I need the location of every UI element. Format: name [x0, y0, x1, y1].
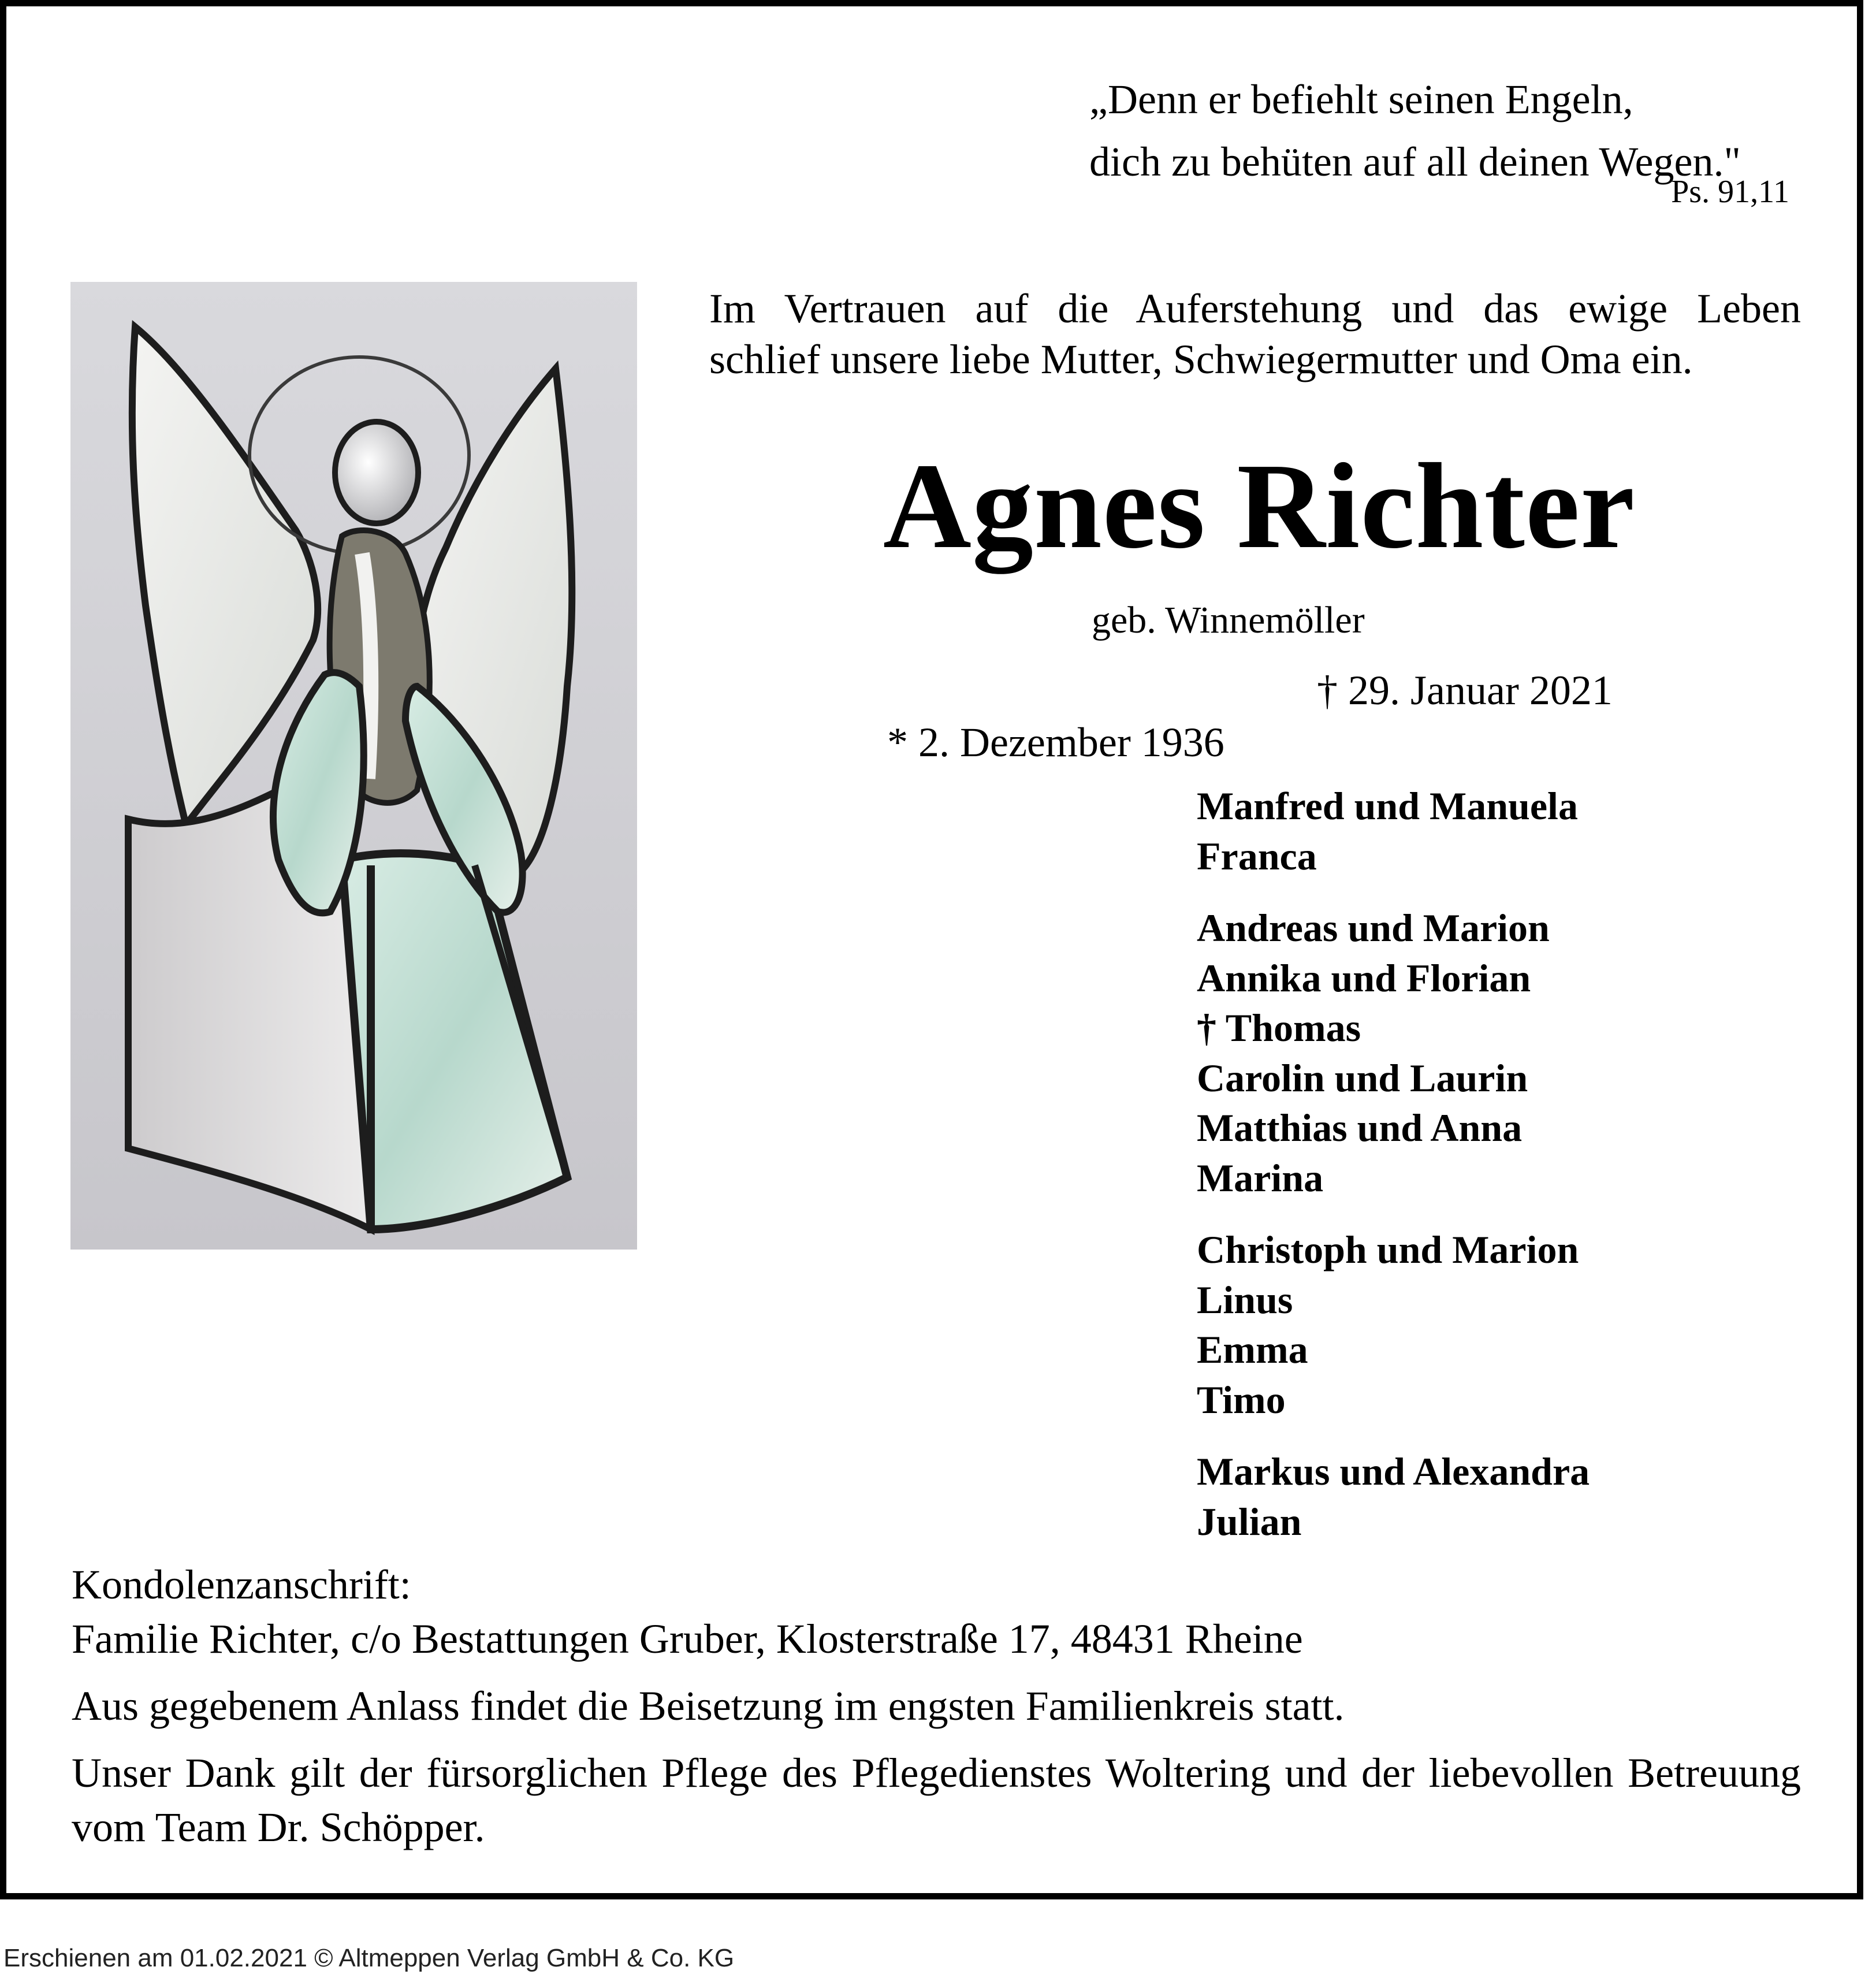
publication-footer: Erschienen am 01.02.2021 © Altmeppen Verlag GmbH & Co. KG	[3, 1944, 735, 1972]
mourner-line: Timo	[1197, 1377, 1286, 1422]
mourner-line: Andreas und Marion	[1197, 906, 1550, 950]
condolence-label: Kondolenzanschrift:	[72, 1561, 411, 1608]
mourner-line: Manfred und Manuela	[1197, 784, 1578, 828]
verse-line: „Denn er befiehlt seinen Engeln,	[1089, 76, 1633, 122]
condolence-address-line: Familie Richter, c/o Bestattungen Gruber, Klosterstraße 17, 48431 Rheine	[72, 1616, 1303, 1662]
intro-line: Im Vertrauen auf die Auferstehung und das ewige Leben	[709, 285, 1801, 332]
intro-line: schlief unsere liebe Mutter, Schwiegermutter und Oma ein.	[709, 336, 1693, 382]
family-group	[1197, 1225, 1590, 1425]
mourner-line: Julian	[1197, 1499, 1302, 1544]
death-date: † 29. Januar 2021	[1317, 667, 1613, 713]
deceased-name: Agnes Richter	[883, 438, 1636, 574]
family-group	[1197, 781, 1590, 881]
condolence-address	[72, 1557, 1801, 1666]
family-group	[1197, 903, 1590, 1203]
thanks-note: Unser Dank gilt der fürsorglichen Pflege des Pflegedienstes Woltering und der liebevollen Betreuung vom Team Dr. Schöpper.	[72, 1750, 1801, 1850]
stained-glass-angel-icon	[70, 282, 637, 1250]
mourner-line: Christoph und Marion	[1197, 1228, 1579, 1271]
mourner-line: Carolin und Laurin	[1197, 1055, 1528, 1100]
family-group	[1197, 1447, 1590, 1546]
mourner-line: † Thomas	[1197, 1006, 1361, 1050]
mourner-line: Matthias und Anna	[1197, 1106, 1523, 1150]
burial-note: Aus gegebenem Anlass findet die Beisetzung im engsten Familienkreis statt.	[72, 1683, 1345, 1729]
intro-text	[709, 283, 1801, 385]
mourner-line: Marina	[1197, 1155, 1324, 1200]
mourner-line: Annika und Florian	[1197, 955, 1531, 1000]
bible-verse	[1089, 68, 1741, 193]
verse-reference: Ps. 91,11	[1671, 174, 1789, 210]
mourner-line: Franca	[1197, 834, 1317, 878]
mourner-line: Emma	[1197, 1328, 1308, 1371]
mourners-list	[1197, 781, 1590, 1568]
maiden-name: geb. Winnemöller	[1092, 599, 1365, 641]
mourner-line: Linus	[1197, 1277, 1293, 1322]
verse-line: dich zu behüten auf all deinen Wegen."	[1089, 139, 1741, 185]
closing-section	[72, 1557, 1801, 1867]
mourner-line: Markus und Alexandra	[1197, 1449, 1590, 1493]
birth-date: * 2. Dezember 1936	[887, 719, 1224, 765]
